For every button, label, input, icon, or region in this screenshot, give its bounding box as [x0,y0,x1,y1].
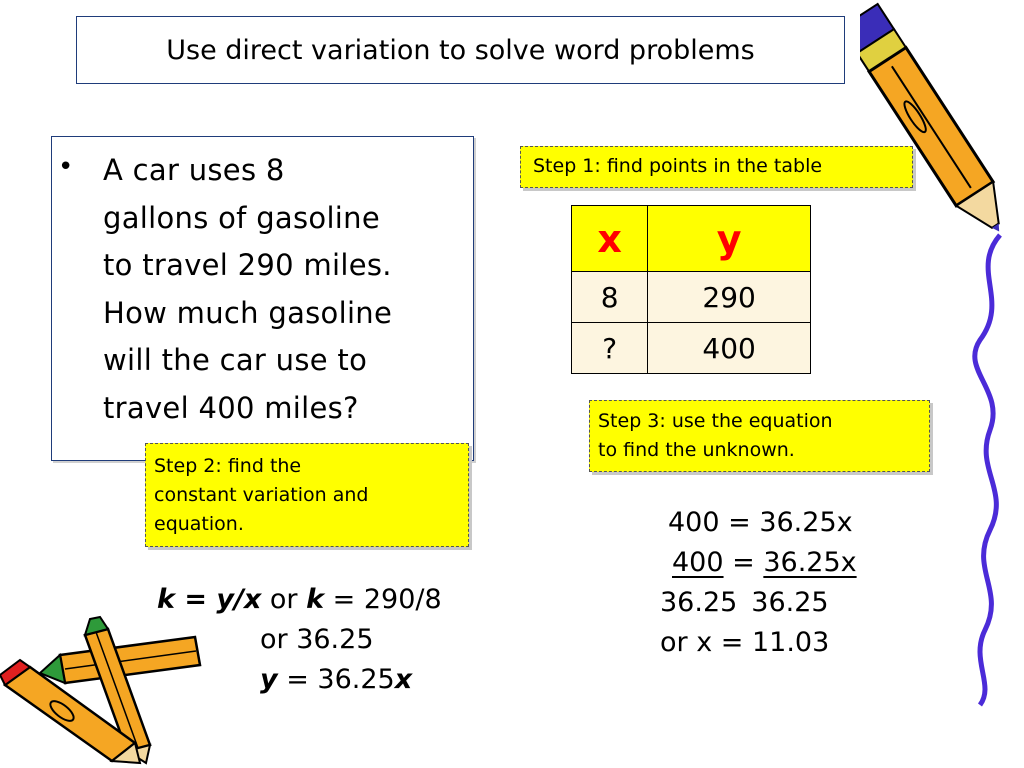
denominator-left: 36.25 [660,587,738,618]
step3-line: to find the unknown. [598,439,795,461]
k-decimal: or 36.25 [260,624,374,655]
problem-text [103,147,473,432]
header-x: x [572,206,648,272]
k-variable: k [157,584,175,615]
table-header-row [572,206,811,272]
step2-line: constant variation and [154,484,369,506]
solution-result: or x = 11.03 [660,627,830,658]
k-value-fraction: = 290/8 [324,584,442,615]
problem-line: How much gasoline [103,295,393,330]
equals-sign: = [174,584,217,615]
or-word: or [261,584,307,615]
numerator-left: 400 [672,547,724,578]
title-text: Use direct variation to solve word problems [166,34,755,66]
problem-line: travel 400 miles? [103,390,359,425]
table-row [572,272,811,323]
numerator-right: 36.25x [763,547,857,578]
table-cell: 400 [648,323,811,374]
y-coefficient: = 36.25 [277,664,395,695]
y-equation [260,660,412,700]
y-over-x: y/x [216,584,262,615]
step3-line: Step 3: use the equation [598,410,833,432]
header-y: y [648,206,811,272]
problem-line: A car uses 8 [103,153,285,187]
table-cell: ? [572,323,648,374]
step2-note [145,443,469,547]
table-cell: 290 [648,272,811,323]
step1-text: Step 1: find points in the table [533,155,823,177]
solution-line-2 [660,543,857,583]
x-variable: x [394,664,413,695]
problem-line: gallons of gasoline [103,200,380,235]
xy-table [571,205,811,374]
step2-line: equation. [154,513,244,535]
step3-note [589,400,930,472]
pencils-icon [0,615,210,765]
table-row [572,323,811,374]
pencil-icon [860,0,1000,250]
slide-title [76,16,845,84]
problem-line: will the car use to [103,343,368,377]
solution-line-3 [660,583,829,623]
step2-line: Step 2: find the [154,455,302,477]
squiggle-line-icon [960,230,1020,710]
bullet-marker: • [58,152,74,182]
y-variable: y [260,664,278,695]
k-variable-2: k [306,584,325,615]
k-equation [157,580,442,620]
solution-equals: = [723,547,764,578]
solution-line-1: 400 = 36.25x [668,507,853,538]
step1-note [520,146,913,188]
denominator-right: 36.25 [751,587,829,618]
table-cell: 8 [572,272,648,323]
problem-line: to travel 290 miles. [103,248,392,282]
